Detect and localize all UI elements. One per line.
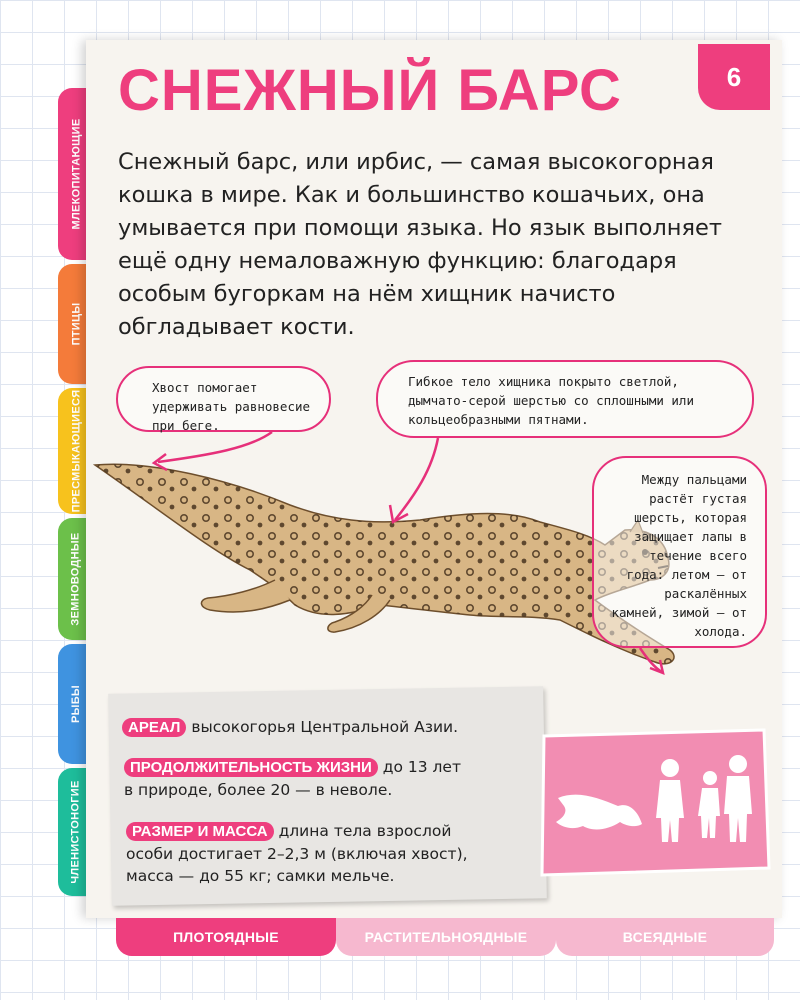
lifespan-text-2: в природе, более 20 — в неволе. [124,781,393,799]
size-label: РАЗМЕР И МАССА [126,822,274,841]
page-number: 6 [698,44,770,110]
size-comparison-card [538,728,772,878]
bottom-tab-label: ВСЕЯДНЫЕ [622,929,708,945]
bottom-tab-carnivores[interactable] [116,918,336,956]
tail-callout-text: Хвост помогает удерживать равновесие при беге. [152,380,311,433]
body-callout-text: Гибкое тело хищника покрыто светлой, дымчато-серой шерстью со сплошными или кольцеобразными пятнами. [408,374,694,427]
size-text-1: длина тела взрослой [278,822,452,840]
lifespan-fact [124,756,461,801]
side-tab-label: ЧЛЕНИСТОНОГИЕ [70,780,82,884]
body-callout [376,360,754,438]
side-tab-label: ПТИЦЫ [70,302,82,346]
page-title: СНЕЖНЫЙ БАРС [118,58,622,123]
side-tab-label: МЛЕКОПИТАЮЩИЕ [70,118,82,230]
bottom-tab-omnivores[interactable] [556,918,774,956]
lifespan-label: ПРОДОЛЖИТЕЛЬНОСТЬ ЖИЗНИ [124,758,378,777]
side-tab-label: ПРЕСМЫКАЮЩИЕСЯ [70,389,83,513]
size-fact [126,820,468,887]
intro-paragraph: Снежный барс, или ирбис, — самая высокогорная кошка в мире. Как и большинство кошачьих, она умывается при помощи языка. Но язык выполняет ещё одну немаловажную функцию: благодаря особым бугоркам на нём хищник начисто обгладывает кости. [118,149,722,340]
bottom-tab-herbivores[interactable] [336,918,556,956]
side-tab-label: РЫБЫ [70,685,83,723]
size-text-2: особи достигает 2–2,3 м (включая хвост), [126,845,468,863]
habitat-fact [122,716,458,739]
habitat-label: АРЕАЛ [122,718,186,737]
paws-callout [592,456,767,648]
side-tab-label: ЗЕМНОВОДНЫЕ [70,532,83,626]
lifespan-text-1: до 13 лет [382,758,461,776]
bottom-tab-label: РАСТИТЕЛЬНОЯДНЫЕ [364,929,528,945]
habitat-text: высокогорья Центральной Азии. [191,718,459,736]
bottom-tab-label: ПЛОТОЯДНЫЕ [173,929,279,945]
size-text-3: масса — до 55 кг; самки мельче. [126,867,395,885]
paws-callout-text: Между пальцами растёт густая шерсть, которая защищает лапы в течение всего года: летом — от раскалённых камней, зимой — от холода. [611,472,747,639]
leopard-body [95,464,674,664]
tail-callout [116,366,331,432]
